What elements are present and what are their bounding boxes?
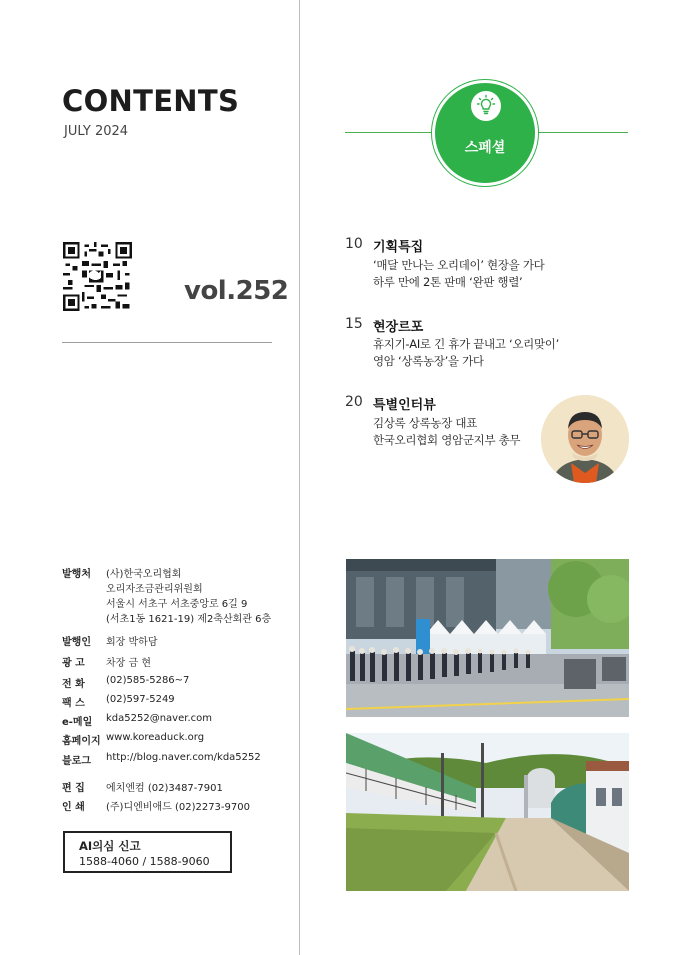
toc-page-number: 10 [345,236,363,252]
special-label: 스페셜 [464,140,506,156]
toc-category: 기획특집 [373,240,424,255]
page-title: CONTENTS [62,84,240,118]
farm-photo [346,733,629,891]
special-badge [432,80,538,186]
ai-report-phones[interactable]: 1588-4060 / 1588-9060 [79,855,210,868]
toc-subline: 영암 ‘상록농장’을 가다 [373,354,484,368]
info-value: 에치엔컴 (02)3487-7901 [106,783,223,794]
info-label: 전 화 [62,679,85,690]
center-divider [299,0,300,955]
issue-date: JULY 2024 [64,124,129,139]
info-label: 팩 스 [62,698,85,709]
toc-page-number: 15 [345,316,363,332]
publisher-committee: 오리자조금관리위원회 [106,584,203,595]
toc-category: 현장르포 [373,320,424,335]
left-rule [62,342,272,343]
toc-category: 특별인터뷰 [373,398,436,413]
volume-number: vol.252 [184,276,289,306]
toc-subline: 한국오리협회 영암군지부 총무 [373,433,521,447]
lightbulb-icon [471,91,501,121]
interviewee-portrait [541,395,629,483]
homepage-link[interactable]: www.koreaduck.org [106,732,205,743]
ai-report-title: AI의심 신고 [79,839,141,853]
email-link[interactable]: kda5252@naver.com [106,713,212,724]
badge-rule-right [536,132,628,133]
blog-link[interactable]: http://blog.naver.com/kda5252 [106,752,261,763]
qr-code-icon[interactable] [63,242,132,311]
phone-value: (02)585-5286~7 [106,675,190,686]
info-label: 인 쇄 [62,802,85,813]
info-label: 홈페이지 [62,736,101,747]
info-value: 회장 박하담 [106,637,158,648]
publisher-label: 발행처 [62,569,91,580]
info-label: e-메일 [62,717,93,728]
publisher-address-detail: (서초1동 1621-19) 제2축산회관 6층 [106,614,272,625]
toc-headline: 김상록 상록농장 대표 [373,416,477,430]
toc-page-number: 20 [345,394,363,410]
publisher-address: 서울시 서초구 서초중앙로 6길 9 [106,599,248,610]
info-label: 발행인 [62,637,91,648]
info-value: (주)디엔비애드 (02)2273-9700 [106,802,250,813]
fax-value: (02)597-5249 [106,694,175,705]
publisher-name: (사)한국오리협회 [106,569,182,580]
info-label: 블로그 [62,756,91,767]
info-label: 광 고 [62,658,85,669]
badge-rule-left [345,132,435,133]
info-value: 차장 금 현 [106,658,151,669]
toc-subline: 하루 만에 2톤 판매 ‘완판 행렬’ [373,275,523,289]
ai-report-box [63,831,232,873]
toc-headline: ‘매달 만나는 오리데이’ 현장을 가다 [373,258,545,272]
info-label: 편 집 [62,783,85,794]
toc-headline: 휴지기-AI로 긴 휴가 끝내고 ‘오리맞이’ [373,337,559,351]
event-photo [346,559,629,717]
